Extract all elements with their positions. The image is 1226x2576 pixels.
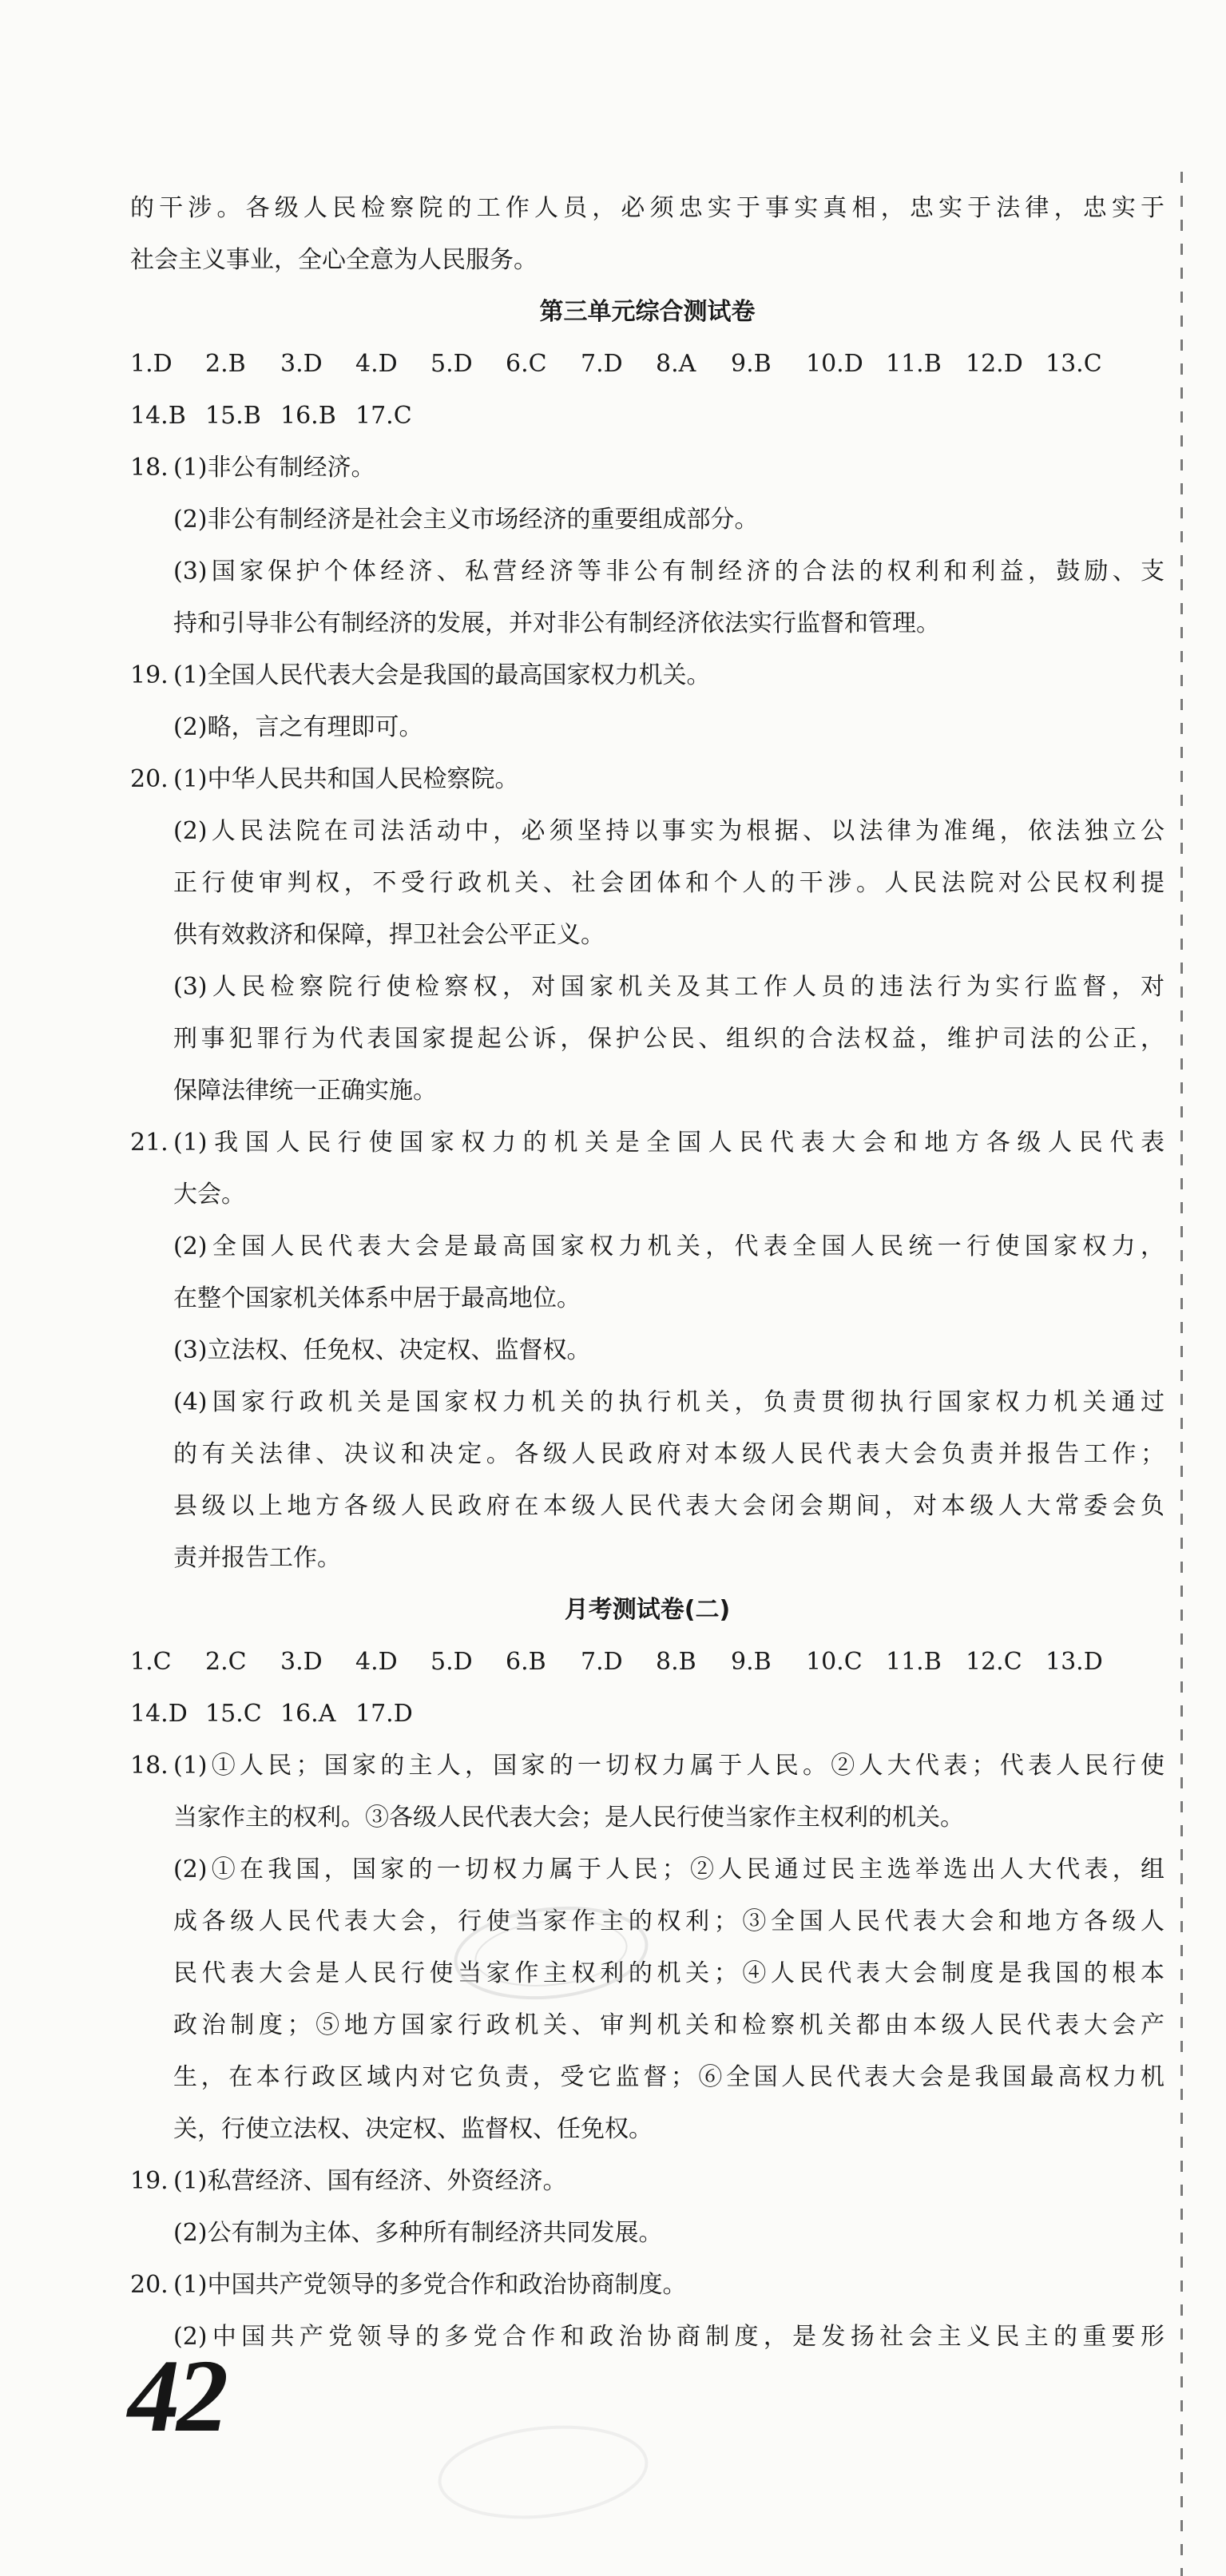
choice-answer: 7.D <box>581 350 623 378</box>
choice-answer: 15.B <box>205 402 261 430</box>
text-line: 的干涉。各级人民检察院的工作人员，必须忠实于事实真相，忠实于法律，忠实于 <box>130 194 1165 222</box>
text-line: 县级以上地方各级人民政府在本级人民代表大会闭会期间，对本级人大常委会负 <box>173 1492 1165 1520</box>
question-number: 20. <box>130 765 169 793</box>
watermark-stamp <box>442 1891 660 2015</box>
text-line: (3)立法权、任免权、决定权、监督权。 <box>173 1336 591 1364</box>
choice-answers-row <box>130 1688 1165 1740</box>
text-line: 供有效救济和保障，捍卫社会公平正义。 <box>173 921 605 949</box>
text-line: (4)国家行政机关是国家权力机关的执行机关，负责贯彻执行国家权力机关通过 <box>173 1388 1165 1416</box>
text-line: 的有关法律、决议和决定。各级人民政府对本级人民代表大会负责并报告工作； <box>173 1440 1165 1468</box>
choice-answer: 8.B <box>656 1648 696 1676</box>
choice-answer: 15.C <box>205 1700 262 1728</box>
question-line <box>130 1740 1165 1792</box>
question-line <box>130 442 1165 494</box>
choice-answer: 7.D <box>581 1648 623 1676</box>
text-line: (3)人民检察院行使检察权，对国家机关及其工作人员的违法行为实行监督，对 <box>173 973 1165 1001</box>
question-number: 19. <box>130 661 169 689</box>
choice-answer: 13.D <box>1045 1648 1103 1676</box>
question-number: 20. <box>130 2271 169 2299</box>
text-line: 大会。 <box>173 1181 245 1209</box>
text-line: (2)人民法院在司法活动中，必须坚持以事实为根据、以法律为准绳，依法独立公 <box>173 817 1165 845</box>
question-line <box>130 753 1165 805</box>
question-number: 18. <box>130 454 169 482</box>
text-line: (2)全国人民代表大会是最高国家权力机关，代表全国人民统一行使国家权力， <box>173 1232 1165 1260</box>
choice-answers-row <box>130 390 1165 442</box>
text-line: 政治制度；⑤地方国家行政机关、审判机关和检察机关都由本级人民代表大会产 <box>173 2011 1165 2039</box>
question-line <box>130 649 1165 701</box>
answer-text: (1)非公有制经济。 <box>173 454 375 482</box>
choice-answer: 9.B <box>731 350 772 378</box>
choice-answer: 14.D <box>130 1700 188 1728</box>
choice-answer: 13.C <box>1045 350 1102 378</box>
watermark-stamp <box>427 2409 660 2536</box>
text-line: (2)略，言之有理即可。 <box>173 713 423 741</box>
answer-text: (1)私营经济、国有经济、外资经济。 <box>173 2167 567 2195</box>
choice-answer: 4.D <box>355 1648 398 1676</box>
choice-answers-row <box>130 338 1165 390</box>
choice-answer: 4.D <box>355 350 398 378</box>
choice-answer: 5.D <box>430 1648 473 1676</box>
text-line: 刑事犯罪行为代表国家提起公诉，保护公民、组织的合法权益，维护司法的公正， <box>173 1025 1165 1053</box>
choice-answer: 16.A <box>280 1700 336 1728</box>
text-line: 民代表大会是人民行使当家作主权利的机关；④人民代表大会制度是我国的根本 <box>173 1959 1165 1987</box>
section-title: 月考测试卷(二) <box>564 1596 731 1624</box>
choice-answer: 11.B <box>886 1648 942 1676</box>
choice-answer: 3.D <box>280 350 323 378</box>
choice-answer: 17.C <box>355 402 412 430</box>
question-line <box>130 1117 1165 1169</box>
text-line: (2)①在我国，国家的一切权力属于人民；②人民通过民主选举选出人大代表，组 <box>173 1856 1165 1883</box>
answer-text: (1)中华人民共和国人民检察院。 <box>173 765 519 793</box>
choice-answer: 16.B <box>280 402 336 430</box>
answer-text: (1)①人民；国家的主人，国家的一切权力属于人民。②人大代表；代表人民行使 <box>173 1752 1165 1780</box>
choice-answer: 3.D <box>280 1648 323 1676</box>
choice-answer: 9.B <box>731 1648 772 1676</box>
choice-answer: 11.B <box>886 350 942 378</box>
dashed-margin-rule <box>1180 172 1183 2576</box>
choice-answer: 2.B <box>205 350 246 378</box>
text-line: 责并报告工作。 <box>173 1544 341 1572</box>
choice-answer: 10.D <box>806 350 863 378</box>
text-line: (2)非公有制经济是社会主义市场经济的重要组成部分。 <box>173 506 759 534</box>
choice-answer: 6.B <box>506 1648 546 1676</box>
text-line: 保障法律统一正确实施。 <box>173 1077 437 1105</box>
text-line: 关，行使立法权、决定权、监督权、任免权。 <box>173 2115 653 2143</box>
choice-answer: 6.C <box>506 350 547 378</box>
answer-text: (1)中国共产党领导的多党合作和政治协商制度。 <box>173 2271 687 2299</box>
question-number: 18. <box>130 1752 169 1780</box>
choice-answer: 12.D <box>966 350 1023 378</box>
text-line: 社会主义事业，全心全意为人民服务。 <box>130 246 538 274</box>
question-number: 19. <box>130 2167 169 2195</box>
choice-answer: 1.D <box>130 350 173 378</box>
choice-answer: 14.B <box>130 402 186 430</box>
section-title: 第三单元综合测试卷 <box>539 298 756 326</box>
choice-answers-row <box>130 1636 1165 1688</box>
choice-answer: 8.A <box>656 350 696 378</box>
question-line <box>130 2259 1165 2311</box>
text-line: 在整个国家机关体系中居于最高地位。 <box>173 1284 581 1312</box>
text-line: (2)中国共产党领导的多党合作和政治协商制度，是发扬社会主义民主的重要形 <box>173 2323 1165 2351</box>
text-line: 正行使审判权，不受行政机关、社会团体和个人的干涉。人民法院对公民权利提 <box>173 869 1165 897</box>
text-line: 持和引导非公有制经济的发展，并对非公有制经济依法实行监督和管理。 <box>173 609 940 637</box>
choice-answer: 10.C <box>806 1648 863 1676</box>
answer-text: (1)我国人民行使国家权力的机关是全国人民代表大会和地方各级人民代表 <box>173 1129 1165 1157</box>
choice-answer: 2.C <box>205 1648 247 1676</box>
choice-answer: 12.C <box>966 1648 1022 1676</box>
text-line: (2)公有制为主体、多种所有制经济共同发展。 <box>173 2219 663 2247</box>
choice-answer: 1.C <box>130 1648 172 1676</box>
text-line: 成各级人民代表大会，行使当家作主的权利；③全国人民代表大会和地方各级人 <box>173 1907 1165 1935</box>
choice-answer: 17.D <box>355 1700 413 1728</box>
choice-answer: 5.D <box>430 350 473 378</box>
text-line: (3)国家保护个体经济、私营经济等非公有制经济的合法的权利和利益，鼓励、支 <box>173 558 1165 585</box>
answer-content <box>130 182 1165 2363</box>
question-number: 21. <box>130 1129 169 1157</box>
text-line: 当家作主的权利。③各级人民代表大会；是人民行使当家作主权利的机关。 <box>173 1804 964 1832</box>
text-line: 生，在本行政区域内对它负责，受它监督；⑥全国人民代表大会是我国最高权力机 <box>173 2063 1165 2091</box>
page-number: 42 <box>128 2339 225 2454</box>
question-line <box>130 2155 1165 2207</box>
answer-text: (1)全国人民代表大会是我国的最高国家权力机关。 <box>173 661 711 689</box>
